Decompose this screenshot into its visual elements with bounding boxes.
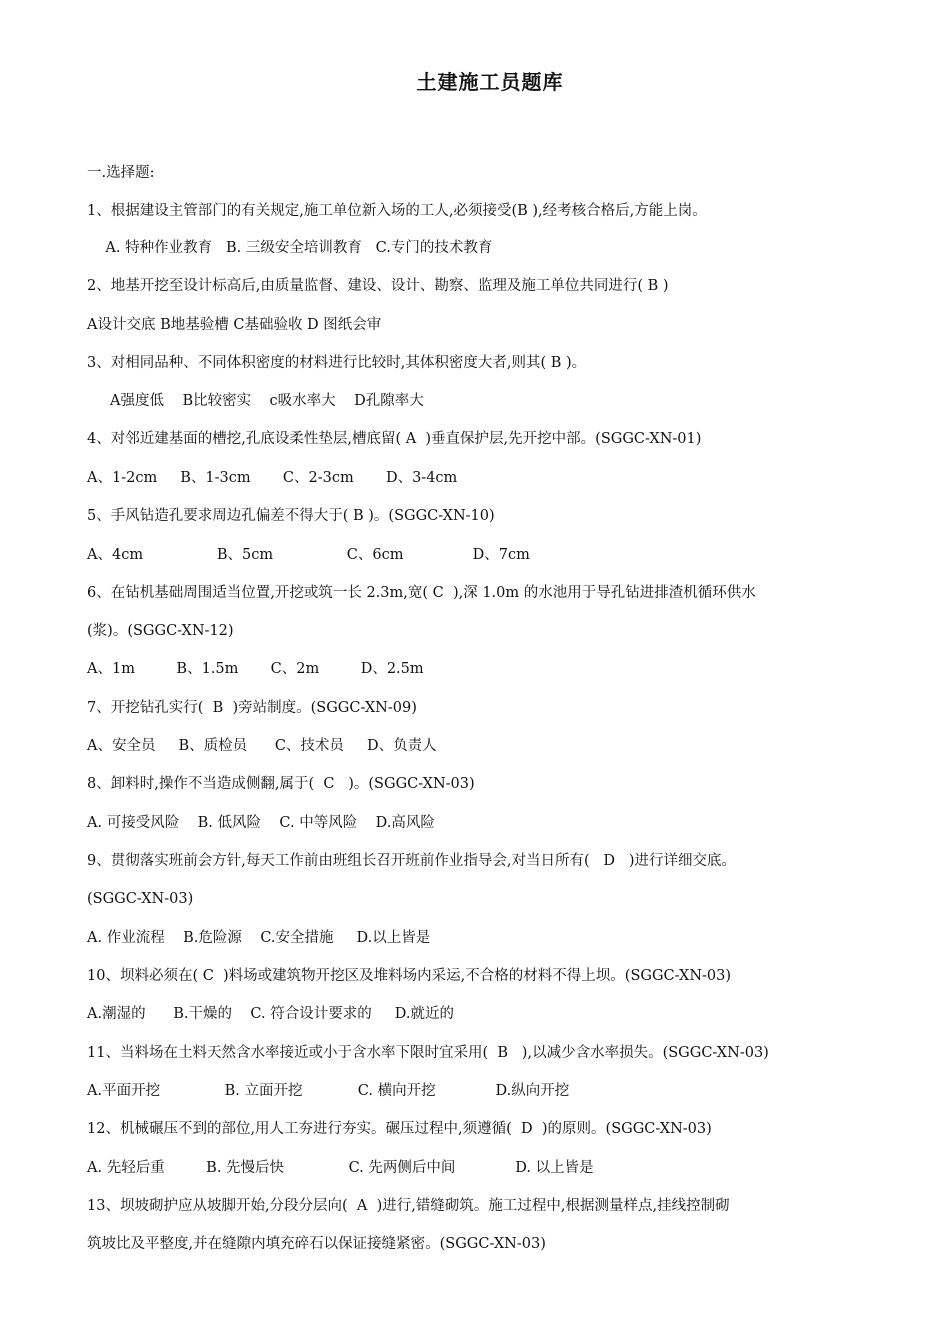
question-1: 1、根据建设主管部门的有关规定,施工单位新入场的工人,必须接受(B ),经考核合格后,方能上岗。 — [87, 203, 707, 219]
question-7: 7、开挖钻孔实行( B )旁站制度。(SGGC-XN-09) — [87, 700, 417, 716]
section-heading: 一.选择题: — [87, 165, 155, 181]
question-4-options: A、1-2cm B、1-3cm C、2-3cm D、3-4cm — [87, 470, 458, 486]
question-9-continued: (SGGC-XN-03) — [87, 891, 194, 907]
question-4: 4、对邻近建基面的槽挖,孔底设柔性垫层,槽底留( A )垂直保护层,先开挖中部。(SGGC-XN-01) — [87, 431, 702, 447]
question-13-continued: 筑坡比及平整度,并在缝隙内填充碎石以保证接缝紧密。(SGGC-XN-03) — [87, 1236, 546, 1252]
question-3-options: A强度低 B比较密实 c吸水率大 D孔隙率大 — [87, 393, 424, 409]
question-10: 10、坝料必须在( C )料场或建筑物开挖区及堆料场内采运,不合格的材料不得上坝。(SGGC-XN-03) — [87, 968, 732, 984]
question-5-options: A、4cm B、5cm C、6cm D、7cm — [87, 547, 530, 563]
question-6-continued: (浆)。(SGGC-XN-12) — [87, 623, 234, 639]
question-5: 5、手风钻造孔要求周边孔偏差不得大于( B )。(SGGC-XN-10) — [87, 508, 495, 524]
question-6: 6、在钻机基础周围适当位置,开挖或筑一长 2.3m,宽( C ),深 1.0m 的水池用于导孔钻进排渣机循环供水 — [87, 585, 756, 601]
question-7-options: A、安全员 B、质检员 C、技术员 D、负责人 — [87, 738, 437, 754]
question-6-options: A、1m B、1.5m C、2m D、2.5m — [87, 661, 424, 677]
question-12: 12、机械碾压不到的部位,用人工夯进行夯实。碾压过程中,须遵循( D )的原则。(SGGC-XN-03) — [87, 1121, 712, 1137]
question-8-options: A. 可接受风险 B. 低风险 C. 中等风险 D.高风险 — [87, 815, 435, 831]
question-1-options: A. 特种作业教育 B. 三级安全培训教育 C.专门的技术教育 — [87, 240, 493, 256]
question-2-options: A设计交底 B地基验槽 C基础验收 D 图纸会审 — [87, 317, 382, 333]
question-9-options: A. 作业流程 B.危险源 C.安全措施 D.以上皆是 — [87, 930, 431, 946]
question-11-options: A.平面开挖 B. 立面开挖 C. 横向开挖 D.纵向开挖 — [87, 1083, 570, 1099]
question-8: 8、卸料时,操作不当造成侧翻,属于( C )。(SGGC-XN-03) — [87, 776, 475, 792]
question-11: 11、当料场在土料天然含水率接近或小于含水率下限时宜采用( B ),以减少含水率损失。(SGGC-XN-03) — [87, 1045, 769, 1061]
question-2: 2、地基开挖至设计标高后,由质量监督、建设、设计、勘察、监理及施工单位共同进行( B ) — [87, 278, 669, 294]
question-13: 13、坝坡砌护应从坡脚开始,分段分层向( A )进行,错缝砌筑。施工过程中,根据测量样点,挂线控制砌 — [87, 1198, 730, 1214]
question-3: 3、对相同品种、不同体积密度的材料进行比较时,其体积密度大者,则其( B )。 — [87, 355, 587, 371]
question-12-options: A. 先轻后重 B. 先慢后快 C. 先两侧后中间 D. 以上皆是 — [87, 1160, 594, 1176]
question-10-options: A.潮湿的 B.干燥的 C. 符合设计要求的 D.就近的 — [87, 1006, 454, 1022]
question-9: 9、贯彻落实班前会方针,每天工作前由班组长召开班前作业指导会,对当日所有( D )进行详细交底。 — [87, 853, 737, 869]
page-title: 土建施工员题库 — [416, 70, 564, 94]
